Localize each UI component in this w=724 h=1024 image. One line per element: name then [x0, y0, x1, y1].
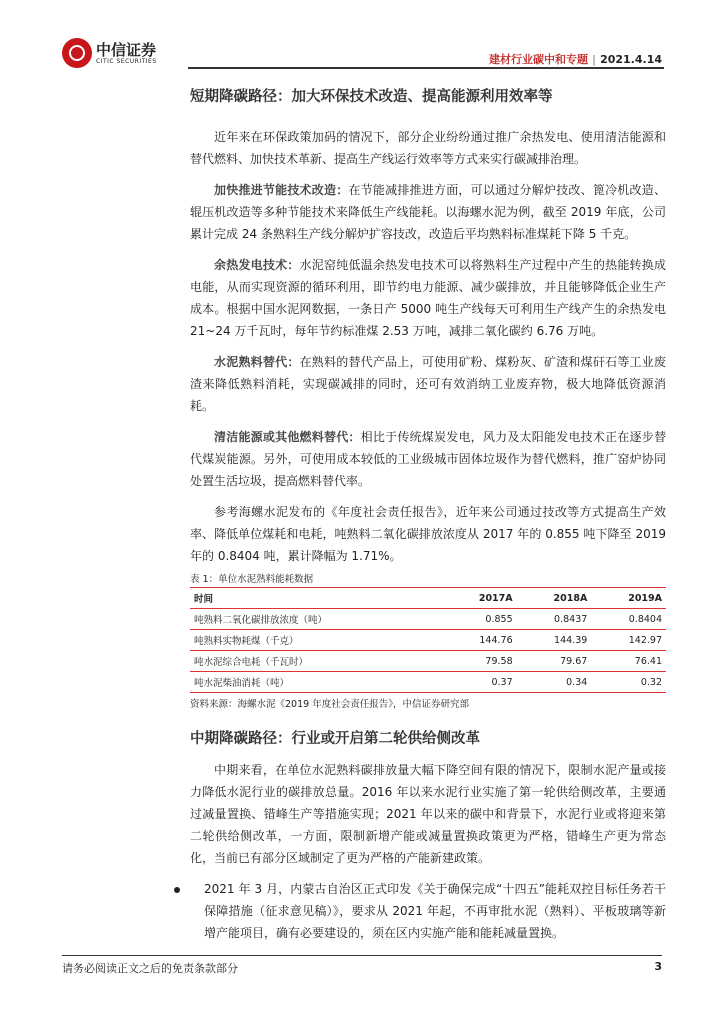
citic-logo-icon — [62, 38, 92, 68]
paragraph: 水泥熟料替代：在熟料的替代产品上，可使用矿粉、煤粉灰、矿渣和煤矸石等工业废渣来降低熟料消耗，实现碳减排的同时，还可有效消纳工业废弃物，极大地降低资源消耗。 — [190, 355, 666, 413]
main-content — [190, 86, 666, 944]
column-header: 2017A — [442, 588, 517, 609]
table-row: 吨熟料实物耗煤（千克） 144.76 144.39 142.97 — [190, 630, 666, 651]
column-header: 2018A — [517, 588, 592, 609]
report-date: 2021.4.14 — [600, 53, 662, 66]
paragraph-lead: 清洁能源或其他燃料替代： — [214, 430, 361, 444]
table-row: 吨熟料二氧化碳排放浓度（吨） 0.855 0.8437 0.8404 — [190, 609, 666, 630]
bullet-icon — [174, 878, 204, 944]
paragraph: 加快推进节能技术改造：在节能减排推进方面，可以通过分解炉技改、篦冷机改造、辊压机改造等多种节能技术来降低生产线能耗。以海螺水泥为例，截至 2019 年底，公司累计完成 24 条熟料生产线分解炉扩容技改，改造后平均熟料标准煤耗下降 5 千克。 — [190, 183, 666, 241]
column-header: 时间 — [190, 588, 442, 609]
bullet-item: 2021 年 3 月，内蒙古自治区正式印发《关于确保完成“十四五”能耗双控目标任务若干保障措施（征求意见稿）》，要求从 2021 年起，不再审批水泥（熟料）、平板玻璃等新增产能项目，确有必要建设的，须在区内实施产能和能耗减量置换。 — [174, 878, 666, 944]
table-row: 吨水泥综合电耗（千瓦时） 79.58 79.67 76.41 — [190, 651, 666, 672]
paragraph: 参考海螺水泥发布的《年度社会责任报告》，近年来公司通过技改等方式提高生产效率、降低单位煤耗和电耗，吨熟料二氧化碳排放浓度从 2017 年的 0.855 吨下降至 2019 年的 0.8404 吨，累计降幅为 1.71%。 — [190, 505, 666, 563]
paragraph-lead: 水泥熟料替代： — [214, 355, 300, 369]
column-header: 2019A — [591, 588, 666, 609]
citic-logo — [62, 38, 157, 68]
table-source: 资料来源：海螺水泥《2019 年度社会责任报告》，中信证券研究部 — [190, 699, 469, 710]
paragraph: 余热发电技术：水泥窑纯低温余热发电技术可以将熟料生产过程中产生的热能转换成电能，从而实现资源的循环利用，即节约电力能源、减少碳排放，并且能够降低企业生产成本。根据中国水泥网数据，一条日产 5000 吨生产线每天可利用生产线产生的余热发电21~24 万千瓦时，每年节约标准煤 2.53 万吨，减排二氧化碳约 6.76 万吨。 — [190, 258, 666, 338]
section-heading-mid-term: 中期降碳路径：行业或开启第二轮供给侧改革 — [190, 731, 480, 747]
header-divider — [188, 67, 664, 69]
page-number: 3 — [654, 960, 662, 973]
footer-disclaimer: 请务必阅读正文之后的免责条款部分 — [62, 962, 238, 975]
paragraph: 近年来在环保政策加码的情况下，部分企业纷纷通过推广余热发电、使用清洁能源和替代燃料、加快技术革新、提高生产线运行效率等方式来实行碳减排治理。 — [190, 130, 666, 166]
energy-consumption-table — [190, 587, 666, 693]
table-caption: 表 1：单位水泥熟料能耗数据 — [190, 574, 314, 585]
header-info — [489, 51, 662, 67]
paragraph-lead: 余热发电技术： — [214, 258, 300, 272]
report-title: 建材行业碳中和专题 — [489, 53, 589, 66]
table-header-row — [190, 588, 666, 609]
footer-divider — [62, 955, 662, 956]
header-separator: | — [592, 53, 597, 66]
paragraph: 清洁能源或其他燃料替代：相比于传统煤炭发电，风力及太阳能发电技术正在逐步替代煤炭能源。另外，可使用成本较低的工业级城市固体垃圾作为替代燃料，推广窑炉协同处置生活垃圾，提高燃料替代率。 — [190, 430, 666, 488]
logo-cn: 中信证券 — [96, 40, 157, 59]
paragraph: 中期来看，在单位水泥熟料碳排放量大幅下降空间有限的情况下，限制水泥产量或接力降低水泥行业的碳排放总量。2016 年以来水泥行业实施了第一轮供给侧改革，主要通过减量置换、错峰生产等措施实现；2021 年以来的碳中和背景下，水泥行业或将迎来第二轮供给侧改革，一方面，限制新增产能或减量置换政策更为严格，错峰生产更为常态化，当前已有部分区域制定了更为严格的产能新建政策。 — [190, 763, 666, 865]
table-row: 吨水泥柴油消耗（吨） 0.37 0.34 0.32 — [190, 672, 666, 693]
section-heading-short-term: 短期降碳路径：加大环保技术改造、提高能源利用效率等 — [190, 89, 553, 105]
logo-en: CITIC SECURITIES — [96, 57, 157, 65]
paragraph-lead: 加快推进节能技术改造： — [214, 183, 349, 197]
